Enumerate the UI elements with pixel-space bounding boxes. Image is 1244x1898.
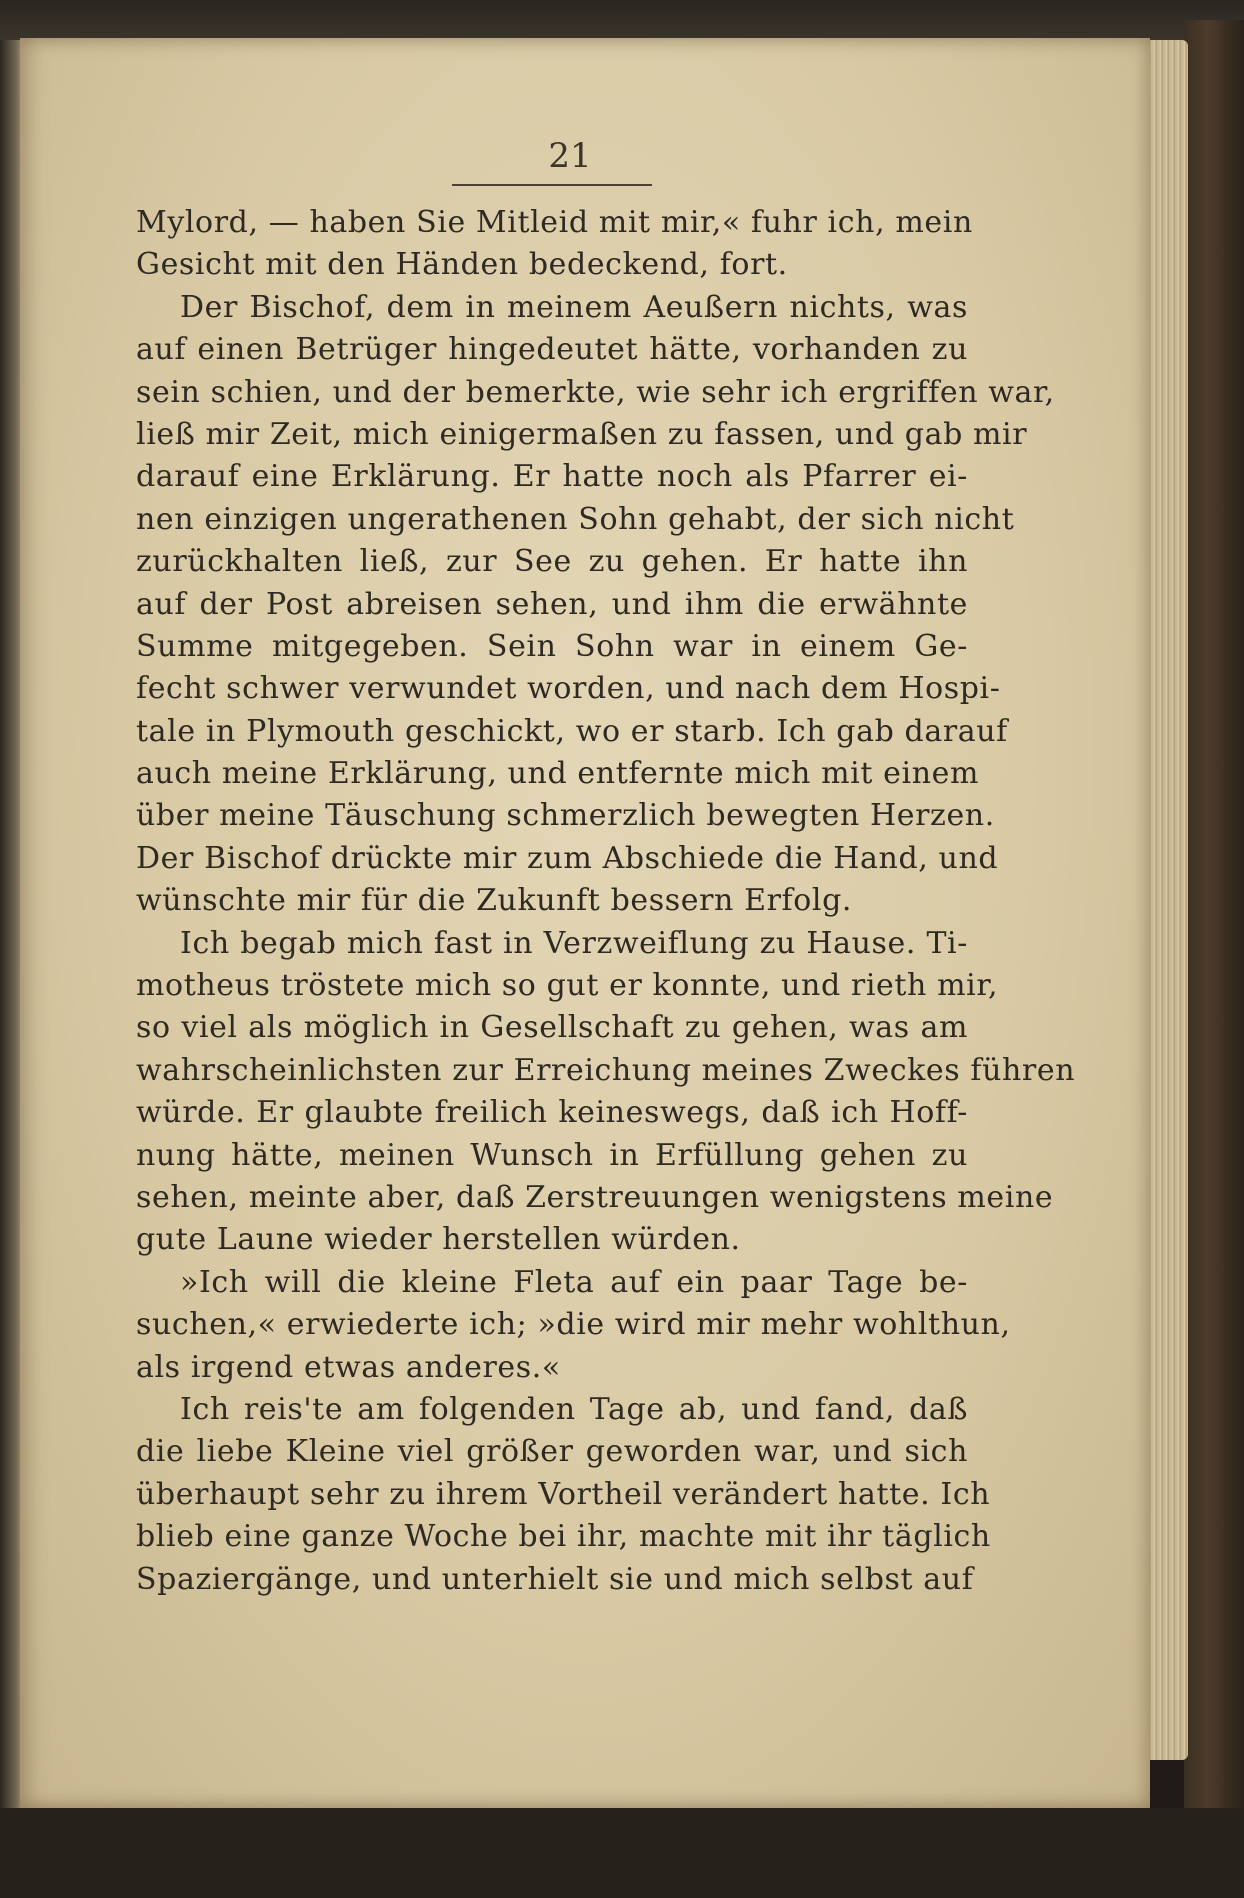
text-line: suchen,« erwiederte ich; »die wird mir mehr wohlthun, [136,1307,1011,1343]
text-line: so viel als möglich in Gesellschaft zu gehen, was am [136,1010,968,1046]
text-line: Der Bischof drückte mir zum Abschiede die Hand, und [136,840,999,876]
text-line: Der Bischof, dem in meinem Aeußern nichts, was [180,289,968,325]
text-line: darauf eine Erklärung. Er hatte noch als Pfarrer ei- [136,459,968,495]
page-body [136,202,1076,1601]
text-line: Summe mitgegeben. Sein Sohn war in einem Ge- [136,628,968,664]
text-line: Ich begab mich fast in Verzweiflung zu Hause. Ti- [180,925,968,961]
text-line: Mylord, — haben Sie Mitleid mit mir,« fuhr ich, mein [136,205,973,240]
text-line: tale in Plymouth geschickt, wo er starb. Ich gab darauf [136,713,1008,749]
text-line: auf einen Betrüger hingedeutet hätte, vorhanden zu [136,332,968,368]
page-number: 21 [548,136,592,176]
text-line: nung hätte, meinen Wunsch in Erfüllung gehen zu [136,1137,968,1173]
text-line: »Ich will die kleine Fleta auf ein paar Tage be- [180,1264,968,1300]
scan-bottom-band [0,1808,1244,1898]
text-line: überhaupt sehr zu ihrem Vortheil verändert hatte. Ich [136,1476,991,1512]
text-line: sein schien, und der bemerkte, wie sehr ich ergriffen war, [136,374,1055,410]
text-line: nen einzigen ungerathenen Sohn gehabt, der sich nicht [136,501,1015,537]
text-line: ließ mir Zeit, mich einigermaßen zu fassen, und gab mir [136,416,1028,452]
text-line: zurückhalten ließ, zur See zu gehen. Er hatte ihn [136,544,968,580]
text-line: die liebe Kleine viel größer geworden war, und sich [136,1434,968,1470]
text-line: auch meine Erklärung, und entfernte mich mit einem [136,756,980,792]
book-cover-edge [1184,20,1244,1810]
text-line: sehen, meinte aber, daß Zerstreuungen wenigstens meine [136,1179,1054,1215]
text-line: über meine Täuschung schmerzlich bewegten Herzen. [136,798,995,834]
text-line: Ich reis'te am folgenden Tage ab, und fand, daß [180,1391,968,1427]
text-line: würde. Er glaubte freilich keineswegs, daß ich Hoff- [136,1095,968,1131]
text-line: motheus tröstete mich so gut er konnte, und rieth mir, [136,968,999,1004]
text-line: wahrscheinlichsten zur Erreichung meines Zweckes führen [136,1052,1076,1088]
text-line: Gesicht mit den Händen bedeckend, fort. [136,247,788,283]
header-rule [452,184,652,186]
text-line: Spaziergänge, und unterhielt sie und mich selbst auf [136,1561,974,1597]
text-line: blieb eine ganze Woche bei ihr, machte mit ihr täglich [136,1519,991,1555]
text-line: gute Laune wieder herstellen würden. [136,1222,741,1258]
text-line: fecht schwer verwundet worden, und nach dem Hospi- [136,671,1001,707]
text-line: auf der Post abreisen sehen, und ihm die erwähnte [136,586,968,622]
text-line: wünschte mir für die Zukunft bessern Erfolg. [136,883,853,919]
text-line: als irgend etwas anderes.« [136,1349,561,1385]
